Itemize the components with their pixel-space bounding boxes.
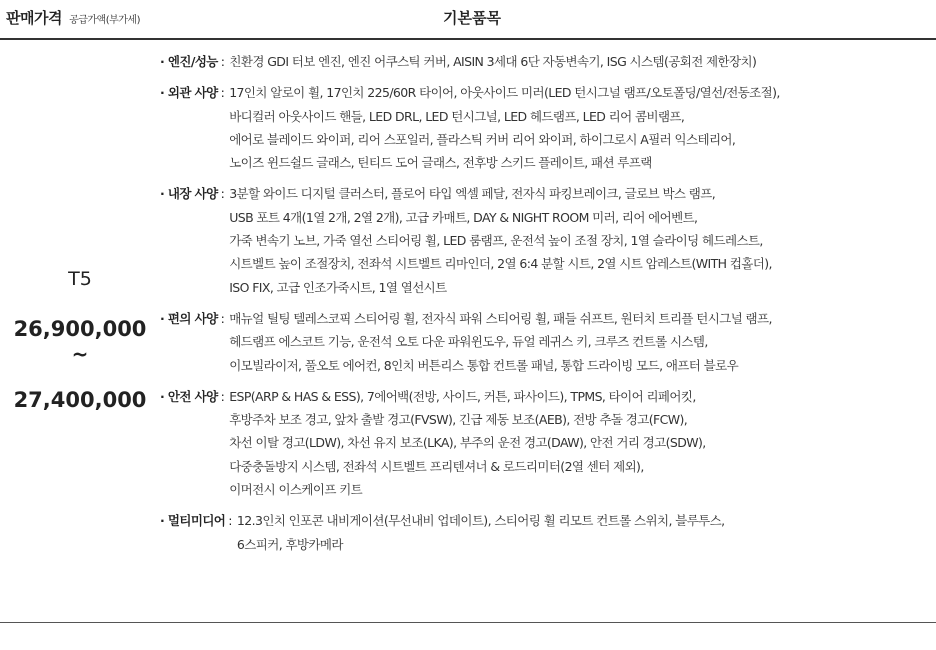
section-line: 헤드램프 에스코트 기능, 운전석 오토 다운 파워윈도우, 듀얼 레귀스 키, 크루즈 컨트롤 시스템, bbox=[229, 334, 708, 350]
section-title: 엔진/성능 bbox=[167, 54, 218, 69]
section-engine: · 엔진/성능 : 친환경 GDI 터보 엔진, 엔진 어쿠스틱 커버, AISIN 3세대 6단 자동변속기, ISG 시스템(공회전 제한장치) bbox=[160, 50, 930, 73]
section-line: 후방주차 보조 경고, 앞차 출발 경고(FVSW), 긴급 제동 보조(AEB), 전방 추돌 경고(FCW), bbox=[229, 412, 688, 428]
section-interior: · 내장 사양 : 3분할 와이드 디지털 클러스터, 플로어 타입 엑셀 페달, 전자식 파킹브레이크, 글로브 박스 램프, USB 포트 4개(1열 2개, 2열 2개), 고급 카매트, DAY & NIGHT ROOM 미러, 리어 에어벤트, 가죽 변속기 노브, 가죽 열선 스티어링 휠, LED 룸램프, 운전석 높이 조절 장치, 1열 슬라이딩 헤드레스트, 시트벨트 높이 조절장치, 전좌석 시트벨트 리마인더, 2열 6:4 분할 시트, 2열 시트 암레스트(WITH 컵홀더), ISO FIX, 고급 인조가죽시트, 1열 열선시트 bbox=[160, 182, 930, 298]
section-line: 차선 이탈 경고(LDW), 차선 유지 보조(LKA), 부주의 운전 경고(DAW), 안전 거리 경고(SDW), bbox=[229, 435, 706, 451]
section-convenience: · 편의 사양 : 매뉴얼 틸팅 텔레스코픽 스티어링 휠, 전자식 파워 스티어링 휠, 패들 쉬프트, 원터치 트리플 턴시그널 램프, 헤드램프 에스코트 기능, 운전석 오토 다운 파워윈도우, 듀얼 레귀스 키, 크루즈 컨트롤 시스템, 이모빌라이저, 풀오토 에어컨, 8인치 버튼리스 통합 컨트롤 패널, 통합 드라이빙 모드, 애프터 블로우 bbox=[160, 307, 930, 377]
section-line: 3분할 와이드 디지털 클러스터, 플로어 타입 엑셀 페달, 전자식 파킹브레이크, 글로브 박스 램프, bbox=[229, 186, 716, 202]
basic-items-list bbox=[160, 50, 930, 564]
price-header-sublabel: 공급가액(부가세) bbox=[69, 15, 140, 26]
section-title: 내장 사양 bbox=[167, 186, 218, 202]
section-line: 17인치 알로이 휠, 17인치 225/60R 타이어, 아웃사이드 미러(LED 턴시그널 램프/오토폴딩/열선/전동조절), bbox=[229, 85, 780, 101]
section-title: 외관 사양 bbox=[167, 85, 218, 101]
section-line: 노이즈 윈드쉴드 글래스, 틴티드 도어 글래스, 전후방 스키드 플레이트, 패션 루프랙 bbox=[229, 155, 652, 171]
price-column-header bbox=[6, 7, 140, 28]
section-line: 이모빌라이저, 풀오토 에어컨, 8인치 버튼리스 통합 컨트롤 패널, 통합 드라이빙 모드, 애프터 블로우 bbox=[229, 357, 739, 373]
section-line: 이머전시 이스케이프 키트 bbox=[229, 482, 363, 498]
section-line: ISO FIX, 고급 인조가죽시트, 1열 열선시트 bbox=[229, 279, 447, 295]
section-exterior: · 외관 사양 : 17인치 알로이 휠, 17인치 225/60R 타이어, 아웃사이드 미러(LED 턴시그널 램프/오토폴딩/열선/전동조절), 바디컬러 아웃사이드 핸들, LED DRL, LED 턴시그널, LED 헤드램프, LED 리어 콤비램프, 에어로 블레이드 와이퍼, 리어 스포일러, 플라스틱 커버 리어 와이퍼, 하이그로시 A필러 익스테리어, 노이즈 윈드쉴드 글래스, 틴티드 도어 글래스, 전후방 스키드 플레이트, 패션 루프랙 bbox=[160, 81, 930, 174]
price-min: 26,900,000 bbox=[13, 317, 147, 341]
section-line: 친환경 GDI 터보 엔진, 엔진 어쿠스틱 커버, AISIN 3세대 6단 자동변속기, ISG 시스템(공회전 제한장치) bbox=[229, 54, 757, 69]
section-line: 6스피커, 후방카메라 bbox=[236, 536, 343, 552]
section-line: 시트벨트 높이 조절장치, 전좌석 시트벨트 리마인더, 2열 6:4 분할 시트, 2열 시트 암레스트(WITH 컵홀더), bbox=[229, 256, 772, 272]
section-line: 에어로 블레이드 와이퍼, 리어 스포일러, 플라스틱 커버 리어 와이퍼, 하이그로시 A필러 익스테리어, bbox=[229, 131, 736, 147]
section-title: 멀티미디어 bbox=[167, 513, 226, 529]
section-multimedia: · 멀티미디어 : 12.3인치 인포콘 내비게이션(무선내비 업데이트), 스티어링 휠 리모트 컨트롤 스위치, 블루투스, 6스피커, 후방카메라 bbox=[160, 509, 930, 556]
price-max: 27,400,000 bbox=[13, 388, 147, 412]
section-line: ESP(ARP & HAS & ESS), 7에어백(전방, 사이드, 커튼, 파사이드), TPMS, 타이어 리페어킷, bbox=[229, 388, 696, 404]
section-safety: · 안전 사양 : ESP(ARP & HAS & ESS), 7에어백(전방, 사이드, 커튼, 파사이드), TPMS, 타이어 리페어킷, 후방주차 보조 경고, 앞차 출발 경고(FVSW), 긴급 제동 보조(AEB), 전방 추돌 경고(FCW), 차선 이탈 경고(LDW), 차선 유지 보조(LKA), 부주의 운전 경고(DAW), 안전 거리 경고(SDW), 다중충돌방지 시스템, 전좌석 시트벨트 프리텐셔너 & 로드리미터(2열 센터 제외), 이머전시 이스케이프 키트 bbox=[160, 385, 930, 501]
bottom-divider bbox=[0, 622, 936, 623]
section-line: 다중충돌방지 시스템, 전좌석 시트벨트 프리텐셔너 & 로드리미터(2열 센터 제외), bbox=[229, 458, 644, 474]
price-range-separator: ~ bbox=[71, 342, 89, 366]
section-title: 편의 사양 bbox=[167, 310, 218, 326]
section-line: USB 포트 4개(1열 2개, 2열 2개), 고급 카매트, DAY & NIGHT ROOM 미러, 리어 에어벤트, bbox=[229, 209, 698, 225]
table-header bbox=[0, 0, 936, 40]
section-line: 12.3인치 인포콘 내비게이션(무선내비 업데이트), 스티어링 휠 리모트 컨트롤 스위치, 블루투스, bbox=[236, 513, 725, 529]
section-title: 안전 사양 bbox=[167, 388, 218, 404]
section-line: 매뉴얼 틸팅 텔레스코픽 스티어링 휠, 전자식 파워 스티어링 휠, 패들 쉬프트, 원터치 트리플 턴시그널 램프, bbox=[229, 310, 772, 326]
section-line: 가죽 변속기 노브, 가죽 열선 스티어링 휠, LED 룸램프, 운전석 높이 조절 장치, 1열 슬라이딩 헤드레스트, bbox=[229, 233, 763, 249]
price-header-label: 판매가격 bbox=[6, 9, 62, 27]
price-cell bbox=[0, 40, 160, 620]
items-column-header: 기본품목 bbox=[443, 9, 501, 27]
section-line: 바디컬러 아웃사이드 핸들, LED DRL, LED 턴시그널, LED 헤드램프, LED 리어 콤비램프, bbox=[229, 108, 685, 124]
trim-name: T5 bbox=[68, 268, 92, 290]
